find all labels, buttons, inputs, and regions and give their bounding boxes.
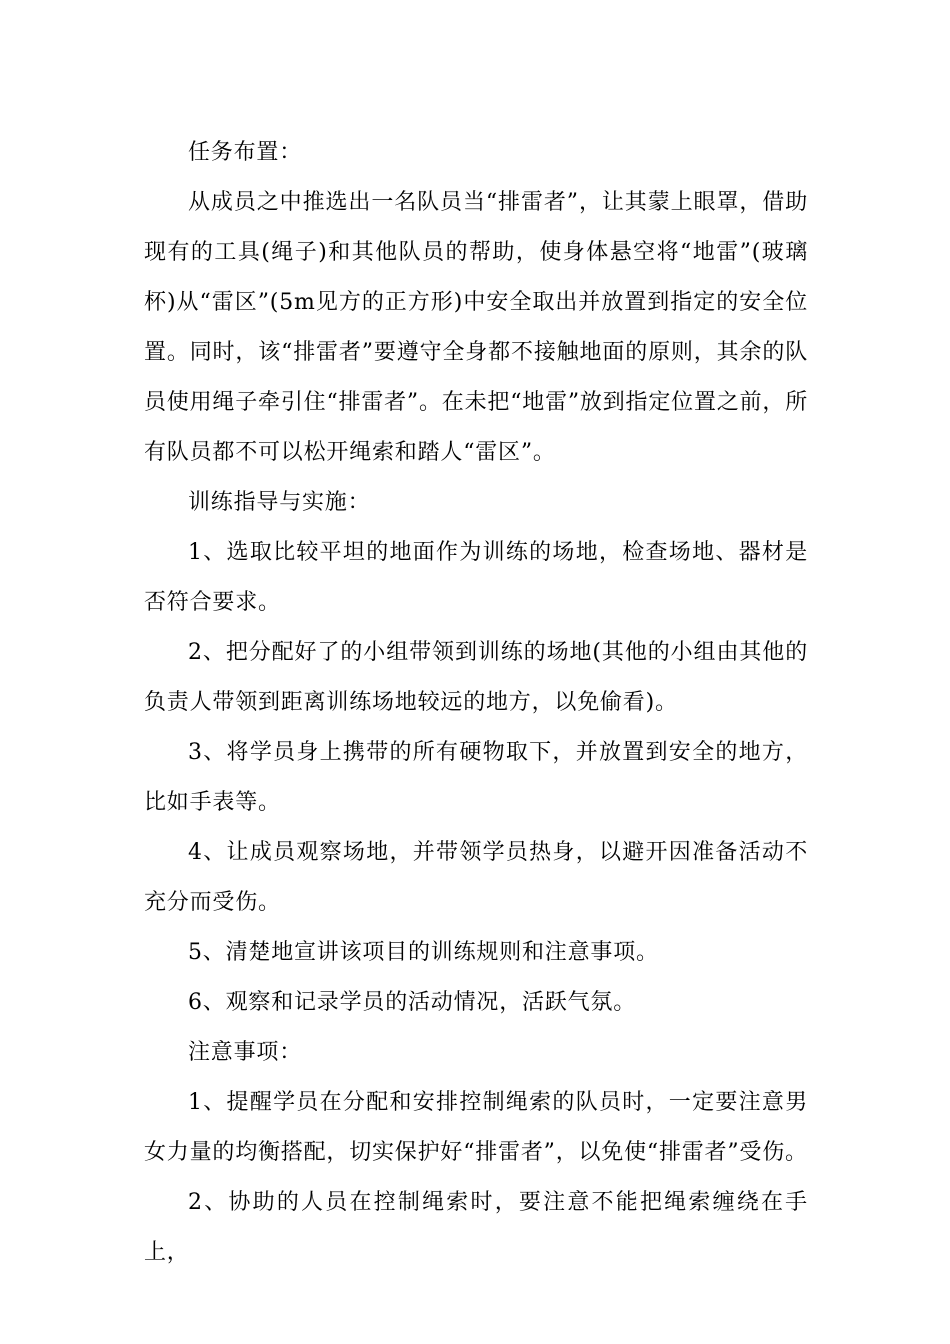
- list-item-step-6: 6、观察和记录学员的活动情况，活跃气氛。: [188, 990, 636, 1015]
- heading-task-assignment: 任务布置：: [188, 140, 303, 165]
- list-item-step-5: 5、清楚地宣讲该项目的训练规则和注意事项。: [188, 940, 659, 965]
- document-body: [144, 128, 808, 1278]
- list-item-step-4: 4、让成员观察场地，并带领学员热身，以避开因准备活动不充分而受伤。: [144, 840, 808, 915]
- list-item-step-2: 2、把分配好了的小组带领到训练的场地(其他的小组由其他的负责人带领到距离训练场地较远的地方，以免偷看)。: [144, 640, 808, 715]
- heading-precautions: 注意事项：: [188, 1040, 303, 1065]
- paragraph-task-description: 从成员之中推选出一名队员当“排雷者”，让其蒙上眼罩，借助现有的工具(绳子)和其他队员的帮助，使身体悬空将“地雷”(玻璃杯)从“雷区”(5m见方的正方形)中安全取出并放置到指定的安全位置。同时，该“排雷者”要遵守全身都不接触地面的原则，其余的队员使用绳子牵引住“排雷者”。在未把“地雷”放到指定位置之前，所有队员都不可以松开绳索和踏人“雷区”。: [144, 190, 808, 465]
- list-item-precaution-1: 1、提醒学员在分配和安排控制绳索的队员时，一定要注意男女力量的均衡搭配，切实保护好“排雷者”，以免使“排雷者”受伤。: [144, 1090, 808, 1165]
- list-item-precaution-2: 2、协助的人员在控制绳索时，要注意不能把绳索缠绕在手上，: [144, 1190, 808, 1265]
- heading-training-guidance: 训练指导与实施：: [188, 490, 371, 515]
- list-item-step-1: 1、选取比较平坦的地面作为训练的场地，检查场地、器材是否符合要求。: [144, 540, 808, 615]
- list-item-step-3: 3、将学员身上携带的所有硬物取下，并放置到安全的地方，比如手表等。: [144, 740, 808, 815]
